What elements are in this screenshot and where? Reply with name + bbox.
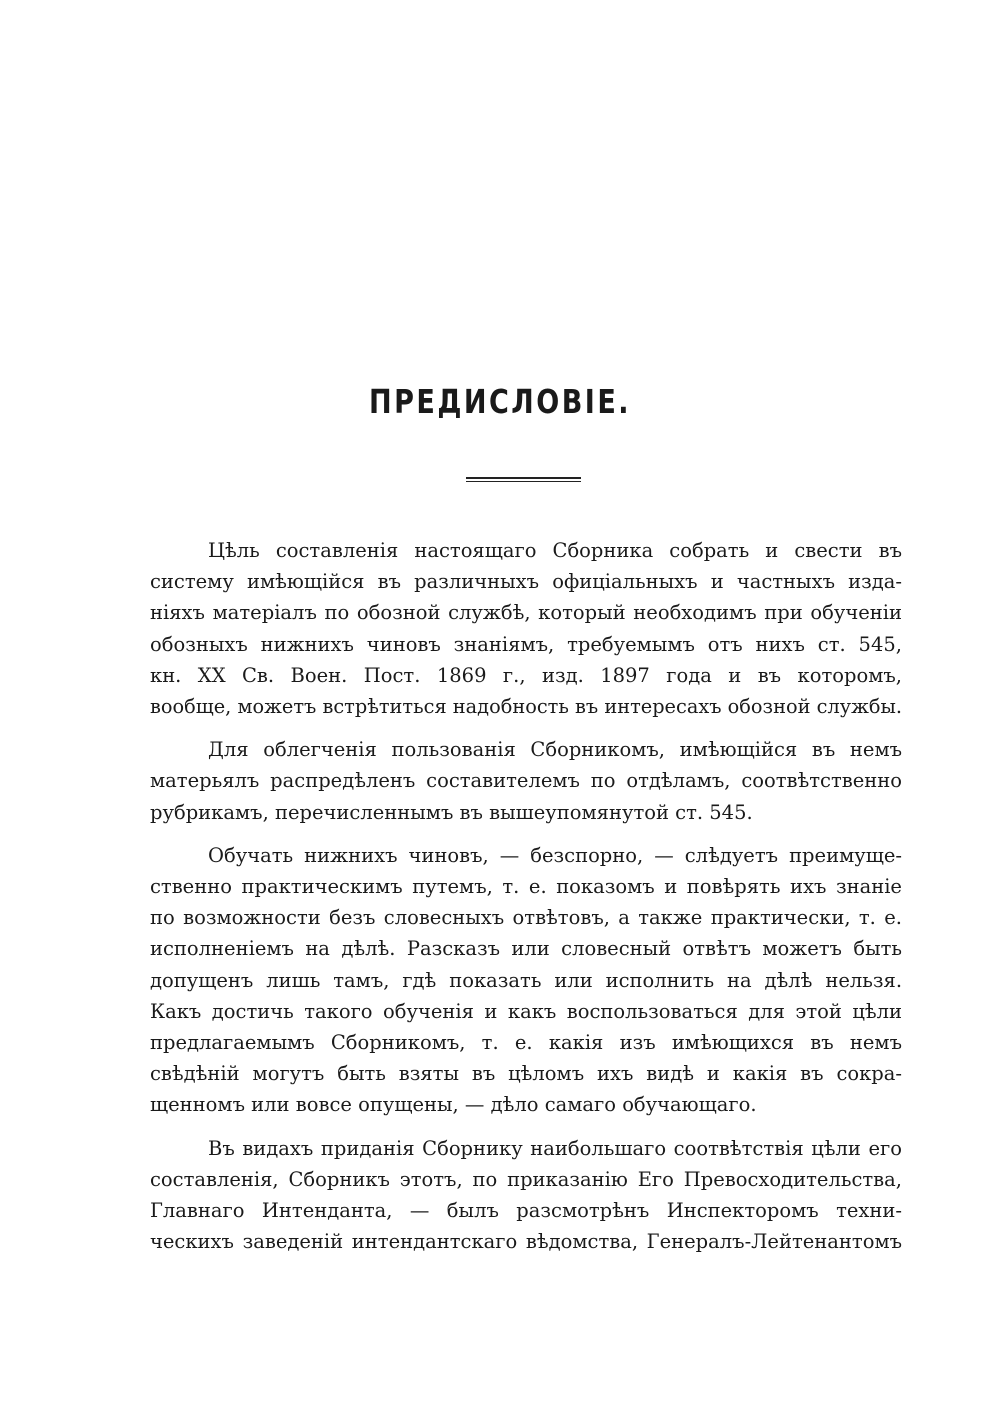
text-line: составленія, Сборникъ этотъ, по приказанію Его Превосходительства, [150,1167,902,1191]
title-divider [466,477,581,482]
text-line: кн. XX Св. Воен. Пост. 1869 г., изд. 1897 года и въ которомъ, [150,663,902,687]
text-line: матерьялъ распредѣленъ составителемъ по отдѣламъ, соотвѣтственно [150,769,902,793]
paragraph-2 [150,734,902,828]
text-line: Какъ достичь такого обученія и какъ воспользоваться для этой цѣли [150,999,903,1023]
text-line: Главнаго Интенданта, — былъ разсмотрѣнъ Инспекторомъ техни- [150,1199,903,1223]
text-line: ніяхъ матеріалъ по обозной службѣ, который необходимъ при обученіи [150,601,903,625]
paragraph-1 [150,535,902,722]
text-line: Цѣль составленія настоящаго Сборника собрать и свести въ [208,539,902,562]
text-line: ственно практическимъ путемъ, т. е. показомъ и повѣрять ихъ знаніе [150,875,902,899]
text-line: Въ видахъ приданія Сборнику наибольшаго соотвѣтствія цѣли его [208,1136,902,1160]
preface-body [150,535,902,1269]
text-line: по возможности безъ словесныхъ отвѣтовъ, а также практически, т. е. [150,906,902,930]
paragraph-4 [150,1133,902,1258]
text-line: ческихъ заведеній интендантскаго вѣдомства, Генералъ-Лейтенантомъ [150,1230,903,1254]
text-line: обозныхъ нижнихъ чиновъ знаніямъ, требуемымъ отъ нихъ ст. 545, [150,632,902,656]
text-line: допущенъ лишь тамъ, гдѣ показать или исполнить на дѣлѣ нельзя. [150,968,903,992]
text-line: щенномъ или вовсе опущены, — дѣло самаго обучающаго. [150,1093,757,1117]
text-line: вообще, можетъ встрѣтиться надобность въ интересахъ обозной службы. [150,695,903,719]
text-line: исполненіемъ на дѣлѣ. Разсказъ или словесный отвѣтъ можетъ быть [150,937,903,961]
page-title: ПРЕДИСЛОВІЕ. [368,382,632,421]
text-line: систему имѣющійся въ различныхъ офиціальныхъ и частныхъ изда- [150,570,902,594]
paragraph-3 [150,840,902,1121]
text-line: Для облегченія пользованія Сборникомъ, имѣющійся въ немъ [208,738,903,762]
text-line: рубрикамъ, перечисленнымъ въ вышеупомянутой ст. 545. [150,800,753,824]
text-line: Обучать нижнихъ чиновъ, — безспорно, — слѣдуетъ преимуще- [208,843,902,867]
text-line: свѣдѣній могутъ быть взяты въ цѣломъ ихъ видѣ и какія въ сокра- [150,1062,902,1086]
text-line: предлагаемымъ Сборникомъ, т. е. какія изъ имѣющихся въ немъ [150,1031,902,1055]
